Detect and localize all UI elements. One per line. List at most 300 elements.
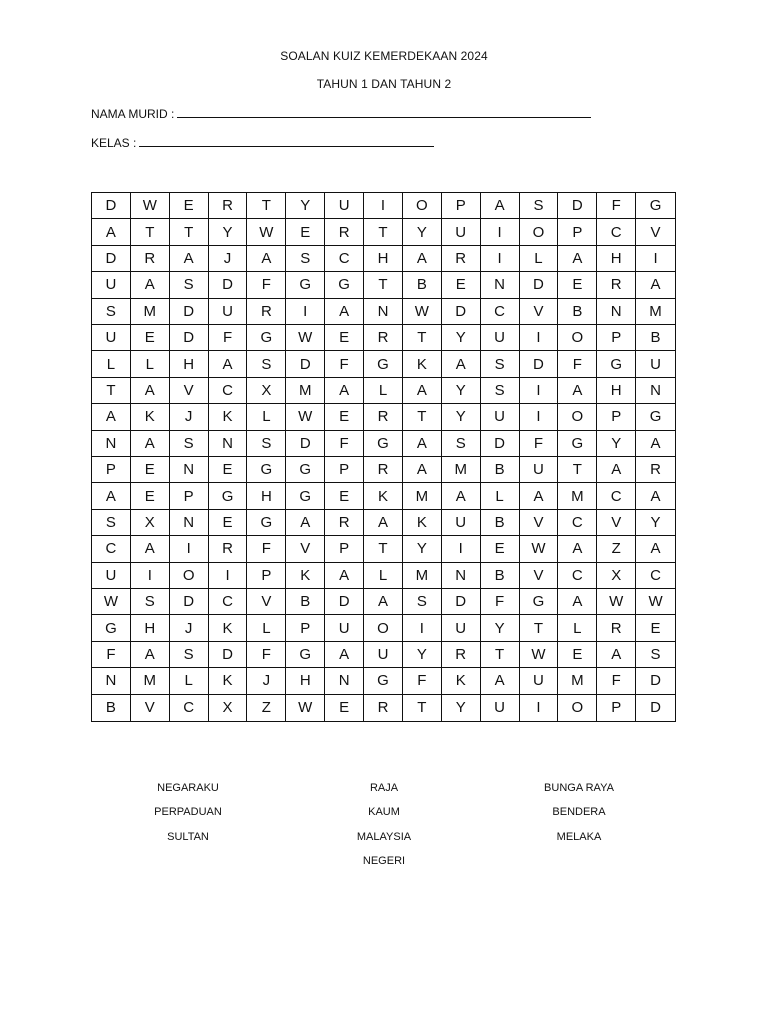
grid-cell[interactable]: D	[520, 272, 559, 298]
grid-cell[interactable]: X	[597, 563, 636, 589]
grid-cell[interactable]: W	[286, 695, 325, 721]
grid-cell[interactable]: A	[131, 431, 170, 457]
grid-cell[interactable]: T	[364, 536, 403, 562]
grid-cell[interactable]: I	[364, 193, 403, 219]
grid-cell[interactable]: P	[597, 404, 636, 430]
grid-cell[interactable]: O	[403, 193, 442, 219]
grid-cell[interactable]: S	[247, 431, 286, 457]
grid-cell[interactable]: A	[520, 483, 559, 509]
grid-cell[interactable]: A	[442, 351, 481, 377]
grid-cell[interactable]: Y	[286, 193, 325, 219]
grid-cell[interactable]: N	[92, 668, 131, 694]
grid-cell[interactable]: F	[92, 642, 131, 668]
grid-cell[interactable]: C	[636, 563, 675, 589]
grid-cell[interactable]: X	[131, 510, 170, 536]
grid-cell[interactable]: P	[558, 219, 597, 245]
grid-cell[interactable]: U	[481, 404, 520, 430]
grid-cell[interactable]: G	[558, 431, 597, 457]
grid-cell[interactable]: A	[558, 378, 597, 404]
grid-cell[interactable]: E	[636, 615, 675, 641]
grid-cell[interactable]: T	[520, 615, 559, 641]
grid-cell[interactable]: C	[209, 378, 248, 404]
grid-cell[interactable]: C	[558, 563, 597, 589]
grid-cell[interactable]: D	[170, 589, 209, 615]
grid-cell[interactable]: D	[636, 668, 675, 694]
grid-cell[interactable]: G	[520, 589, 559, 615]
grid-cell[interactable]: W	[636, 589, 675, 615]
grid-cell[interactable]: Y	[442, 378, 481, 404]
grid-cell[interactable]: U	[636, 351, 675, 377]
grid-cell[interactable]: P	[597, 325, 636, 351]
grid-cell[interactable]: Y	[442, 325, 481, 351]
grid-cell[interactable]: S	[170, 272, 209, 298]
grid-cell[interactable]: I	[442, 536, 481, 562]
grid-cell[interactable]: U	[442, 615, 481, 641]
grid-cell[interactable]: R	[364, 325, 403, 351]
grid-cell[interactable]: V	[520, 510, 559, 536]
grid-cell[interactable]: K	[286, 563, 325, 589]
grid-cell[interactable]: P	[247, 563, 286, 589]
grid-cell[interactable]: A	[131, 536, 170, 562]
grid-cell[interactable]: E	[325, 483, 364, 509]
grid-cell[interactable]: E	[325, 404, 364, 430]
grid-cell[interactable]: E	[170, 193, 209, 219]
grid-cell[interactable]: L	[131, 351, 170, 377]
grid-cell[interactable]: G	[247, 510, 286, 536]
grid-cell[interactable]: I	[520, 378, 559, 404]
grid-cell[interactable]: R	[364, 695, 403, 721]
grid-cell[interactable]: R	[597, 272, 636, 298]
class-blank-line[interactable]	[139, 135, 434, 147]
grid-cell[interactable]: L	[364, 563, 403, 589]
grid-cell[interactable]: I	[481, 246, 520, 272]
grid-cell[interactable]: F	[247, 272, 286, 298]
grid-cell[interactable]: P	[170, 483, 209, 509]
grid-cell[interactable]: R	[247, 299, 286, 325]
grid-cell[interactable]: S	[442, 431, 481, 457]
grid-cell[interactable]: T	[247, 193, 286, 219]
grid-cell[interactable]: N	[481, 272, 520, 298]
grid-cell[interactable]: A	[636, 272, 675, 298]
grid-cell[interactable]: M	[131, 668, 170, 694]
grid-cell[interactable]: G	[597, 351, 636, 377]
grid-cell[interactable]: T	[364, 272, 403, 298]
grid-cell[interactable]: G	[247, 457, 286, 483]
grid-cell[interactable]: U	[209, 299, 248, 325]
grid-cell[interactable]: V	[170, 378, 209, 404]
grid-cell[interactable]: Y	[481, 615, 520, 641]
grid-cell[interactable]: H	[597, 246, 636, 272]
grid-cell[interactable]: G	[286, 642, 325, 668]
grid-cell[interactable]: J	[170, 404, 209, 430]
grid-cell[interactable]: U	[92, 325, 131, 351]
grid-cell[interactable]: P	[597, 695, 636, 721]
grid-cell[interactable]: A	[209, 351, 248, 377]
grid-cell[interactable]: I	[403, 615, 442, 641]
grid-cell[interactable]: A	[442, 483, 481, 509]
grid-cell[interactable]: M	[558, 483, 597, 509]
grid-cell[interactable]: F	[597, 193, 636, 219]
grid-cell[interactable]: I	[520, 325, 559, 351]
grid-cell[interactable]: U	[481, 325, 520, 351]
grid-cell[interactable]: U	[325, 193, 364, 219]
grid-cell[interactable]: A	[92, 219, 131, 245]
grid-cell[interactable]: J	[247, 668, 286, 694]
grid-cell[interactable]: S	[131, 589, 170, 615]
grid-cell[interactable]: N	[442, 563, 481, 589]
grid-cell[interactable]: T	[170, 219, 209, 245]
grid-cell[interactable]: G	[636, 404, 675, 430]
grid-cell[interactable]: L	[520, 246, 559, 272]
grid-cell[interactable]: L	[364, 378, 403, 404]
grid-cell[interactable]: L	[92, 351, 131, 377]
grid-cell[interactable]: F	[325, 351, 364, 377]
class-field[interactable]	[91, 135, 434, 150]
grid-cell[interactable]: J	[170, 615, 209, 641]
grid-cell[interactable]: I	[481, 219, 520, 245]
grid-cell[interactable]: P	[325, 536, 364, 562]
grid-cell[interactable]: U	[442, 219, 481, 245]
grid-cell[interactable]: W	[247, 219, 286, 245]
grid-cell[interactable]: C	[209, 589, 248, 615]
grid-cell[interactable]: U	[364, 642, 403, 668]
grid-cell[interactable]: P	[325, 457, 364, 483]
grid-cell[interactable]: E	[131, 325, 170, 351]
grid-cell[interactable]: N	[170, 510, 209, 536]
grid-cell[interactable]: C	[92, 536, 131, 562]
grid-cell[interactable]: A	[481, 193, 520, 219]
grid-cell[interactable]: C	[481, 299, 520, 325]
grid-cell[interactable]: K	[442, 668, 481, 694]
grid-cell[interactable]: S	[636, 642, 675, 668]
grid-cell[interactable]: Y	[209, 219, 248, 245]
grid-cell[interactable]: D	[442, 299, 481, 325]
grid-cell[interactable]: G	[364, 668, 403, 694]
grid-cell[interactable]: A	[481, 668, 520, 694]
grid-cell[interactable]: N	[209, 431, 248, 457]
grid-cell[interactable]: E	[325, 325, 364, 351]
grid-cell[interactable]: D	[209, 642, 248, 668]
grid-cell[interactable]: K	[364, 483, 403, 509]
grid-cell[interactable]: W	[92, 589, 131, 615]
grid-cell[interactable]: L	[247, 615, 286, 641]
grid-cell[interactable]: H	[170, 351, 209, 377]
grid-cell[interactable]: A	[131, 272, 170, 298]
grid-cell[interactable]: S	[170, 642, 209, 668]
grid-cell[interactable]: W	[286, 325, 325, 351]
grid-cell[interactable]: A	[558, 536, 597, 562]
grid-cell[interactable]: O	[364, 615, 403, 641]
grid-cell[interactable]: E	[286, 219, 325, 245]
grid-cell[interactable]: F	[558, 351, 597, 377]
grid-cell[interactable]: U	[325, 615, 364, 641]
grid-cell[interactable]: A	[170, 246, 209, 272]
grid-cell[interactable]: D	[170, 325, 209, 351]
grid-cell[interactable]: E	[442, 272, 481, 298]
grid-cell[interactable]: R	[325, 510, 364, 536]
grid-cell[interactable]: G	[209, 483, 248, 509]
grid-cell[interactable]: G	[636, 193, 675, 219]
grid-cell[interactable]: B	[92, 695, 131, 721]
grid-cell[interactable]: I	[170, 536, 209, 562]
grid-cell[interactable]: A	[403, 457, 442, 483]
grid-cell[interactable]: E	[131, 483, 170, 509]
grid-cell[interactable]: S	[481, 351, 520, 377]
grid-cell[interactable]: W	[286, 404, 325, 430]
grid-cell[interactable]: R	[364, 457, 403, 483]
grid-cell[interactable]: C	[325, 246, 364, 272]
grid-cell[interactable]: U	[481, 695, 520, 721]
grid-cell[interactable]: D	[209, 272, 248, 298]
grid-cell[interactable]: I	[209, 563, 248, 589]
grid-cell[interactable]: K	[209, 668, 248, 694]
grid-cell[interactable]: D	[170, 299, 209, 325]
grid-cell[interactable]: R	[209, 536, 248, 562]
grid-cell[interactable]: H	[131, 615, 170, 641]
grid-cell[interactable]: T	[403, 325, 442, 351]
grid-cell[interactable]: K	[403, 351, 442, 377]
grid-cell[interactable]: A	[131, 642, 170, 668]
grid-cell[interactable]: D	[520, 351, 559, 377]
grid-cell[interactable]: H	[364, 246, 403, 272]
grid-cell[interactable]: R	[442, 246, 481, 272]
grid-cell[interactable]: A	[636, 536, 675, 562]
grid-cell[interactable]: Y	[597, 431, 636, 457]
grid-cell[interactable]: S	[170, 431, 209, 457]
grid-cell[interactable]: O	[558, 695, 597, 721]
grid-cell[interactable]: G	[286, 457, 325, 483]
grid-cell[interactable]: U	[520, 668, 559, 694]
grid-cell[interactable]: S	[481, 378, 520, 404]
grid-cell[interactable]: W	[597, 589, 636, 615]
grid-cell[interactable]: O	[170, 563, 209, 589]
grid-cell[interactable]: E	[558, 272, 597, 298]
student-name-blank-line[interactable]	[177, 106, 591, 118]
grid-cell[interactable]: K	[209, 615, 248, 641]
grid-cell[interactable]: A	[364, 589, 403, 615]
grid-cell[interactable]: B	[636, 325, 675, 351]
grid-cell[interactable]: K	[131, 404, 170, 430]
grid-cell[interactable]: V	[597, 510, 636, 536]
grid-cell[interactable]: D	[325, 589, 364, 615]
grid-cell[interactable]: D	[442, 589, 481, 615]
grid-cell[interactable]: I	[636, 246, 675, 272]
grid-cell[interactable]: I	[286, 299, 325, 325]
grid-cell[interactable]: L	[481, 483, 520, 509]
grid-cell[interactable]: F	[597, 668, 636, 694]
grid-cell[interactable]: S	[92, 510, 131, 536]
grid-cell[interactable]: U	[92, 272, 131, 298]
grid-cell[interactable]: R	[131, 246, 170, 272]
grid-cell[interactable]: P	[442, 193, 481, 219]
grid-cell[interactable]: S	[247, 351, 286, 377]
grid-cell[interactable]: V	[636, 219, 675, 245]
grid-cell[interactable]: A	[597, 457, 636, 483]
grid-cell[interactable]: Y	[442, 404, 481, 430]
grid-cell[interactable]: A	[92, 483, 131, 509]
grid-cell[interactable]: R	[597, 615, 636, 641]
grid-cell[interactable]: S	[286, 246, 325, 272]
grid-cell[interactable]: E	[209, 510, 248, 536]
grid-cell[interactable]: K	[403, 510, 442, 536]
grid-cell[interactable]: V	[286, 536, 325, 562]
grid-cell[interactable]: V	[520, 299, 559, 325]
grid-cell[interactable]: Y	[636, 510, 675, 536]
grid-cell[interactable]: B	[286, 589, 325, 615]
grid-cell[interactable]: T	[364, 219, 403, 245]
grid-cell[interactable]: G	[286, 483, 325, 509]
grid-cell[interactable]: A	[403, 378, 442, 404]
grid-cell[interactable]: C	[597, 483, 636, 509]
grid-cell[interactable]: W	[131, 193, 170, 219]
grid-cell[interactable]: D	[286, 351, 325, 377]
grid-cell[interactable]: R	[209, 193, 248, 219]
grid-cell[interactable]: A	[325, 563, 364, 589]
grid-cell[interactable]: N	[170, 457, 209, 483]
grid-cell[interactable]: U	[442, 510, 481, 536]
grid-cell[interactable]: D	[481, 431, 520, 457]
grid-cell[interactable]: O	[558, 404, 597, 430]
grid-cell[interactable]: M	[131, 299, 170, 325]
grid-cell[interactable]: F	[481, 589, 520, 615]
grid-cell[interactable]: Z	[247, 695, 286, 721]
grid-cell[interactable]: E	[131, 457, 170, 483]
grid-cell[interactable]: P	[286, 615, 325, 641]
grid-cell[interactable]: W	[520, 642, 559, 668]
grid-cell[interactable]: T	[481, 642, 520, 668]
grid-cell[interactable]: X	[209, 695, 248, 721]
grid-cell[interactable]: A	[597, 642, 636, 668]
grid-cell[interactable]: F	[247, 642, 286, 668]
grid-cell[interactable]: C	[558, 510, 597, 536]
grid-cell[interactable]: C	[170, 695, 209, 721]
grid-cell[interactable]: A	[131, 378, 170, 404]
grid-cell[interactable]: M	[558, 668, 597, 694]
grid-cell[interactable]: S	[92, 299, 131, 325]
grid-cell[interactable]: I	[520, 695, 559, 721]
grid-cell[interactable]: R	[364, 404, 403, 430]
grid-cell[interactable]: N	[92, 431, 131, 457]
grid-cell[interactable]: Y	[442, 695, 481, 721]
grid-cell[interactable]: B	[481, 457, 520, 483]
grid-cell[interactable]: G	[247, 325, 286, 351]
grid-cell[interactable]: K	[209, 404, 248, 430]
grid-cell[interactable]: F	[403, 668, 442, 694]
grid-cell[interactable]: S	[520, 193, 559, 219]
grid-cell[interactable]: Y	[403, 642, 442, 668]
grid-cell[interactable]: W	[403, 299, 442, 325]
grid-cell[interactable]: A	[636, 483, 675, 509]
grid-cell[interactable]: H	[597, 378, 636, 404]
grid-cell[interactable]: L	[558, 615, 597, 641]
grid-cell[interactable]: G	[92, 615, 131, 641]
grid-cell[interactable]: C	[597, 219, 636, 245]
grid-cell[interactable]: F	[520, 431, 559, 457]
grid-cell[interactable]: R	[442, 642, 481, 668]
grid-cell[interactable]: D	[92, 193, 131, 219]
grid-cell[interactable]: V	[131, 695, 170, 721]
grid-cell[interactable]: D	[92, 246, 131, 272]
grid-cell[interactable]: H	[247, 483, 286, 509]
grid-cell[interactable]: T	[92, 378, 131, 404]
grid-cell[interactable]: E	[558, 642, 597, 668]
grid-cell[interactable]: R	[325, 219, 364, 245]
grid-cell[interactable]: F	[209, 325, 248, 351]
grid-cell[interactable]: A	[558, 589, 597, 615]
grid-cell[interactable]: L	[170, 668, 209, 694]
grid-cell[interactable]: B	[481, 563, 520, 589]
grid-cell[interactable]: A	[558, 246, 597, 272]
grid-cell[interactable]: N	[364, 299, 403, 325]
grid-cell[interactable]: G	[364, 431, 403, 457]
grid-cell[interactable]: E	[209, 457, 248, 483]
grid-cell[interactable]: T	[558, 457, 597, 483]
grid-cell[interactable]: A	[286, 510, 325, 536]
grid-cell[interactable]: A	[325, 378, 364, 404]
grid-cell[interactable]: I	[520, 404, 559, 430]
grid-cell[interactable]: P	[92, 457, 131, 483]
grid-cell[interactable]: T	[403, 695, 442, 721]
grid-cell[interactable]: T	[131, 219, 170, 245]
grid-cell[interactable]: O	[558, 325, 597, 351]
grid-cell[interactable]: A	[364, 510, 403, 536]
grid-cell[interactable]: A	[403, 431, 442, 457]
grid-cell[interactable]: A	[636, 431, 675, 457]
grid-cell[interactable]: R	[636, 457, 675, 483]
grid-cell[interactable]: F	[247, 536, 286, 562]
grid-cell[interactable]: Y	[403, 219, 442, 245]
grid-cell[interactable]: G	[364, 351, 403, 377]
grid-cell[interactable]: I	[131, 563, 170, 589]
grid-cell[interactable]: A	[247, 246, 286, 272]
grid-cell[interactable]: D	[558, 193, 597, 219]
grid-cell[interactable]: O	[520, 219, 559, 245]
grid-cell[interactable]: V	[247, 589, 286, 615]
grid-cell[interactable]: M	[636, 299, 675, 325]
grid-cell[interactable]: Z	[597, 536, 636, 562]
grid-cell[interactable]: L	[247, 404, 286, 430]
grid-cell[interactable]: B	[558, 299, 597, 325]
grid-cell[interactable]: A	[92, 404, 131, 430]
grid-cell[interactable]: N	[325, 668, 364, 694]
grid-cell[interactable]: A	[325, 642, 364, 668]
grid-cell[interactable]: M	[442, 457, 481, 483]
grid-cell[interactable]: Y	[403, 536, 442, 562]
grid-cell[interactable]: S	[403, 589, 442, 615]
grid-cell[interactable]: J	[209, 246, 248, 272]
grid-cell[interactable]: M	[403, 563, 442, 589]
grid-cell[interactable]: G	[286, 272, 325, 298]
grid-cell[interactable]: F	[325, 431, 364, 457]
grid-cell[interactable]: V	[520, 563, 559, 589]
grid-cell[interactable]: A	[325, 299, 364, 325]
grid-cell[interactable]: E	[325, 695, 364, 721]
grid-cell[interactable]: H	[286, 668, 325, 694]
student-name-field[interactable]	[91, 106, 591, 121]
grid-cell[interactable]: X	[247, 378, 286, 404]
grid-cell[interactable]: U	[520, 457, 559, 483]
grid-cell[interactable]: T	[403, 404, 442, 430]
grid-cell[interactable]: E	[481, 536, 520, 562]
grid-cell[interactable]: W	[520, 536, 559, 562]
grid-cell[interactable]: M	[286, 378, 325, 404]
grid-cell[interactable]: D	[650, 699, 661, 717]
grid-cell[interactable]: M	[403, 483, 442, 509]
grid-cell[interactable]: A	[403, 246, 442, 272]
grid-cell[interactable]: G	[325, 272, 364, 298]
grid-cell[interactable]: B	[481, 510, 520, 536]
grid-cell[interactable]: N	[636, 378, 675, 404]
